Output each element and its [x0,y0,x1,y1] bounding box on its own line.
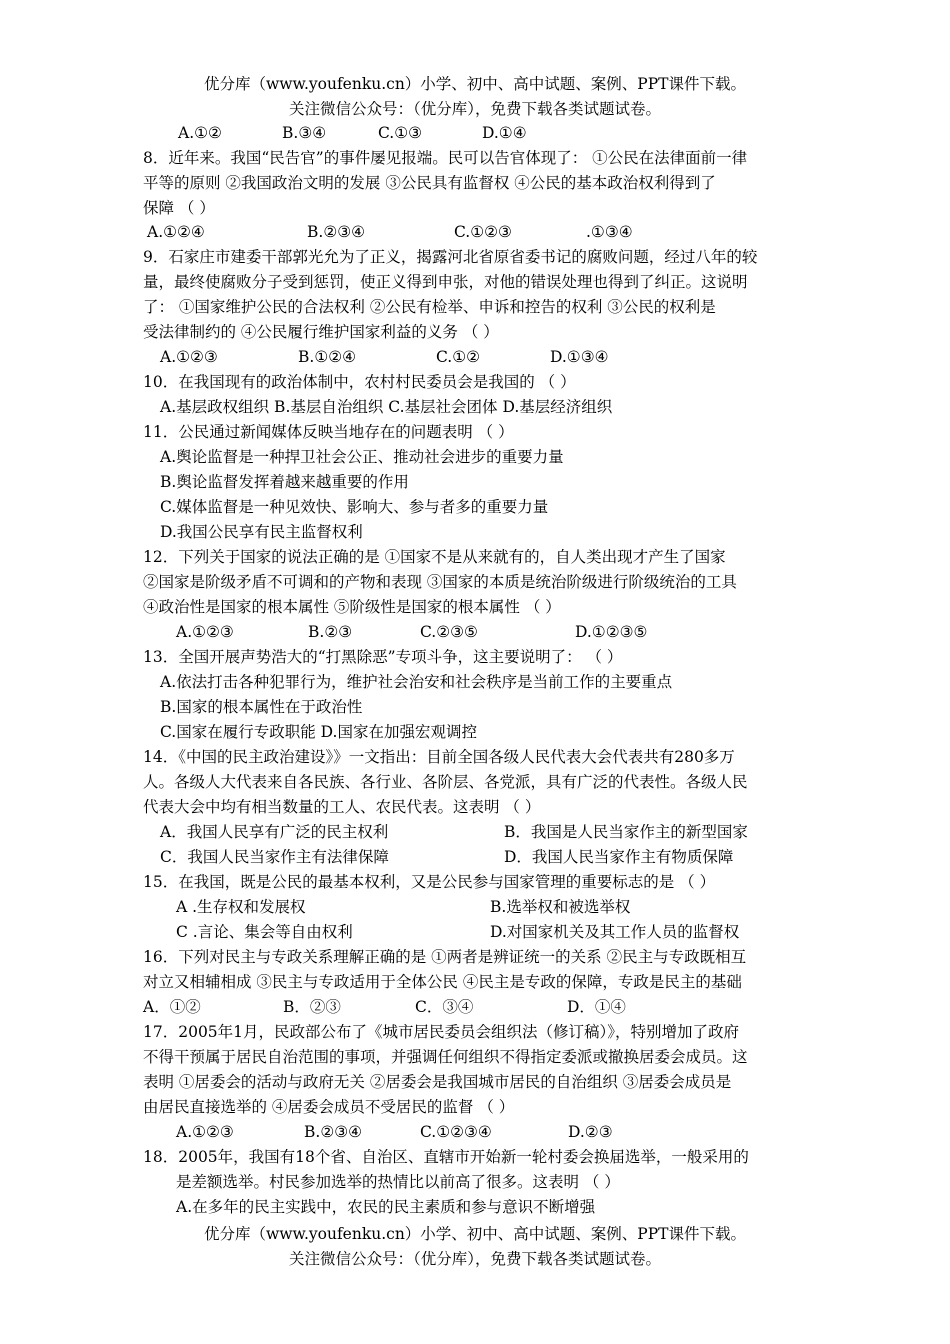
q14-line-2: 人。各级人大代表来自各民族、各行业、各阶层、各党派，具有广泛的代表性。各级人民 [143,773,748,791]
option: B.选举权和被选举权 [490,898,631,916]
q8-line-3: 保障 （ ） [143,199,215,217]
q13-stem: 13．全国开展声势浩大的“打黑除恶”专项斗争，这主要说明了： （ ） [143,648,623,666]
q9-line-4: 受法律制约的 ④公民履行维护国家利益的义务 （ ） [143,323,499,341]
q17-line-4: 由居民直接选举的 ④居委会成员不受居民的监督 （ ） [143,1098,515,1116]
option: C.①③ [378,124,423,142]
option: C.①②③④ [420,1123,492,1141]
q11-option-c: C.媒体监督是一种见效快、影响大、参与者多的重要力量 [160,498,549,516]
option: B.②③④ [307,223,366,241]
q14-options-ab [160,820,840,845]
q15-options-cd [176,920,856,945]
q17-options [176,1120,856,1145]
option: D．我国人民当家作主有物质保障 [504,848,734,866]
q8-line-2: 平等的原则 ②我国政治文明的发展 ③公民具有监督权 ④公民的基本政治权利得到了 [143,174,716,192]
q8-options [147,220,827,245]
option: C.①②③ [454,223,512,241]
option: B.②③ [308,623,353,641]
option: B.②③④ [304,1123,363,1141]
q18-option-a: A.在多年的民主实践中，农民的民主素质和参与意识不断增强 [176,1198,596,1216]
option: C .言论、集会等自由权利 [176,923,353,941]
footer-line-2: 关注微信公众号：（优分库），免费下载各类试题试卷。 [288,1250,661,1268]
option: D．①④ [567,998,626,1016]
q13-options-cd: C.国家在履行专政职能 D.国家在加强宏观调控 [160,723,477,741]
option: A.①② [178,124,222,142]
option: A．①② [143,998,201,1016]
option: C.①② [436,348,481,366]
footer-line-1: 优分库（www.youfenku.cn）小学、初中、高中试题、案例、PPT课件下载。 [203,1225,747,1243]
q13-option-b: B.国家的根本属性在于政治性 [160,698,363,716]
q18-line-1: 18．2005年，我国有18个省、自治区、直辖市开始新一轮村委会换届选举，一般采用的 [143,1148,749,1166]
option: D.①③④ [550,348,609,366]
q12-options [176,620,856,645]
q16-line-1: 16．下列对民主与专政关系理解正确的是 ①两者是辨证统一的关系 ②民主与专政既相互 [143,948,747,966]
option: A.①②③ [160,348,218,366]
q12-line-3: ④政治性是国家的根本属性 ⑤阶级性是国家的根本属性 （ ） [143,598,561,616]
option: B.①②④ [298,348,357,366]
option: B．②③ [283,998,341,1016]
q16-options [143,995,823,1020]
q11-stem: 11．公民通过新闻媒体反映当地存在的问题表明 （ ） [143,423,514,441]
option: A．我国人民享有广泛的民主权利 [160,823,389,841]
q14-options-cd [160,845,840,870]
option: C．我国人民当家作主有法律保障 [160,848,389,866]
header-line-2: 关注微信公众号：（优分库），免费下载各类试题试卷。 [288,100,661,118]
q9-line-3: 了： ①国家维护公民的合法权利 ②公民有检举、申诉和控告的权利 ③公民的权利是 [143,298,716,316]
q17-line-3: 表明 ①居委会的活动与政府无关 ②居委会是我国城市居民的自治组织 ③居委会成员是 [143,1073,732,1091]
q18-line-2: 是差额选举。村民参加选举的热情比以前高了很多。这表明 （ ） [176,1173,620,1191]
q15-options-ab [176,895,856,920]
q11-option-a: A.舆论监督是一种捍卫社会公正、推动社会进步的重要力量 [160,448,564,466]
option: C.②③⑤ [420,623,478,641]
q12-line-2: ②国家是阶级矛盾不可调和的产物和表现 ③国家的本质是统治阶级进行阶级统治的工具 [143,573,737,591]
option: D.①②③⑤ [575,623,648,641]
q10-stem: 10．在我国现有的政治体制中，农村村民委员会是我国的 （ ） [143,373,576,391]
q17-line-2: 不得干预属于居民自治范围的事项，并强调任何组织不得指定委派或撤换居委会成员。这 [143,1048,748,1066]
q10-options: A.基层政权组织 B.基层自治组织 C.基层社会团体 D.基层经济组织 [160,398,613,416]
q9-options [160,345,840,370]
option: B.③④ [282,124,327,142]
header-line-1: 优分库（www.youfenku.cn）小学、初中、高中试题、案例、PPT课件下载。 [203,75,747,93]
option: B．我国是人民当家作主的新型国家 [504,823,748,841]
q11-option-d: D.我国公民享有民主监督权利 [160,523,363,541]
q15-stem: 15．在我国，既是公民的最基本权利，又是公民参与国家管理的重要标志的是 （ ） [143,873,716,891]
q16-line-2: 对立又相辅相成 ③民主与专政适用于全体公民 ④民主是专政的保障，专政是民主的基础 [143,973,742,991]
option: D.对国家机关及其工作人员的监督权 [490,923,740,941]
option: A .生存权和发展权 [176,898,306,916]
option: A.①②③ [176,623,234,641]
q12-line-1: 12．下列关于国家的说法正确的是 ①国家不是从来就有的，自人类出现才产生了国家 [143,548,726,566]
q13-option-a: A.依法打击各种犯罪行为，维护社会治安和社会秩序是当前工作的主要重点 [160,673,673,691]
q11-option-b: B.舆论监督发挥着越来越重要的作用 [160,473,409,491]
option: .①③④ [586,223,633,241]
option: C．③④ [415,998,474,1016]
option: D.①④ [482,124,527,142]
q14-line-1: 14．《中国的民主政治建设》》一文指出：目前全国各级人民代表大会代表共有280多万 [143,748,735,766]
option: A.①②④ [147,223,205,241]
q9-line-2: 量，最终使腐败分子受到惩罚，使正义得到申张，对他的错误处理也得到了纠正。这说明 [143,273,748,291]
option: A.①②③ [176,1123,234,1141]
q9-line-1: 9．石家庄市建委干部郭光允为了正义，揭露河北省原省委书记的腐败问题，经过八年的较 [143,248,758,266]
q7-options [178,121,858,146]
q14-line-3: 代表大会中均有相当数量的工人、农民代表。这表明 （ ） [143,798,541,816]
q8-line-1: 8．近年来。我国“民告官”的事件屡见报端。民可以告官体现了： ①公民在法律面前一律 [143,149,748,167]
option: D.②③ [568,1123,613,1141]
q17-line-1: 17．2005年1月，民政部公布了《城市居民委员会组织法（修订稿）》，特别增加了政府 [143,1023,740,1041]
